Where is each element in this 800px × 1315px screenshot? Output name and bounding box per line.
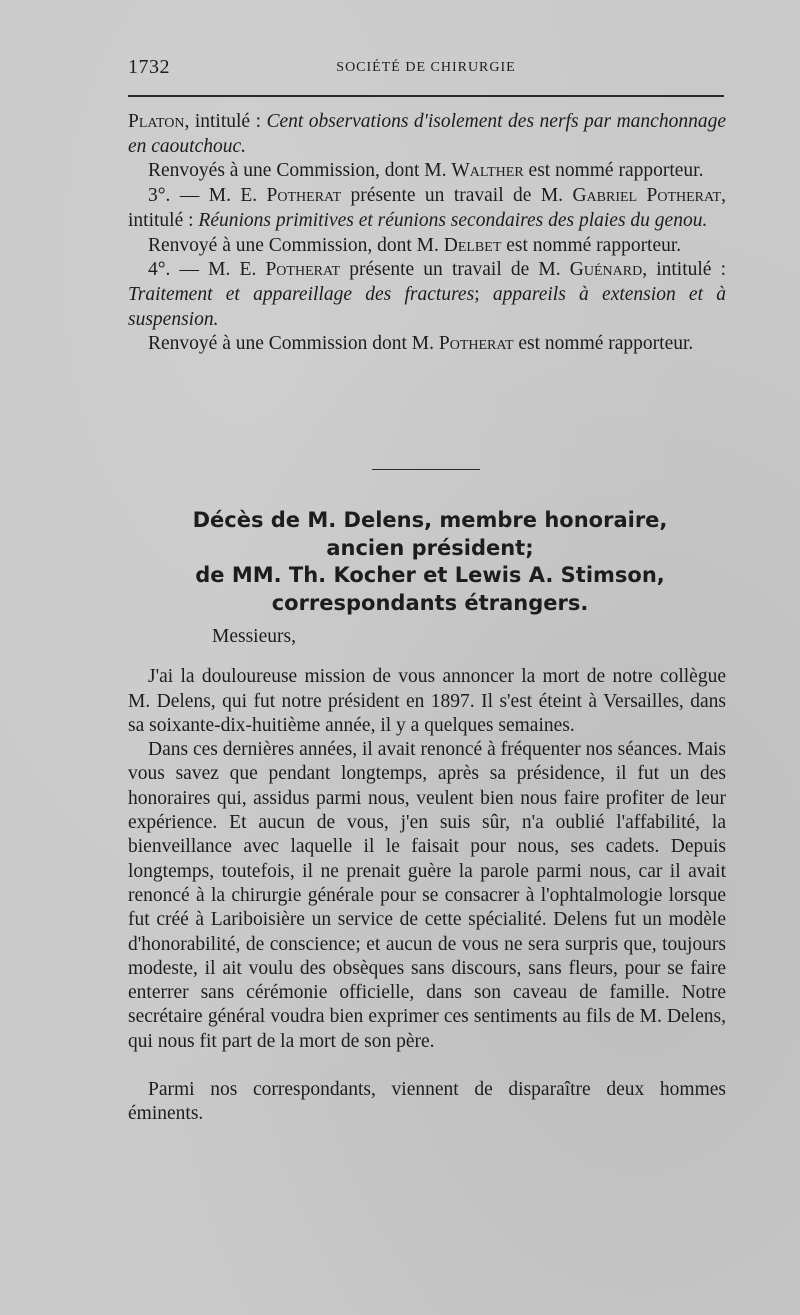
work-title: appareils à extension et à suspension. (128, 283, 727, 330)
item-number: 4°. — M. E. (148, 259, 266, 281)
section-divider (372, 469, 480, 470)
text-segment: Renvoyé à une Commission, dont M. (148, 234, 444, 256)
presenter-name: Potherat (266, 185, 342, 207)
text-segment: est nommé rapporteur. (523, 160, 704, 182)
text-segment: Renvoyés à une Commission, dont M. (148, 160, 452, 182)
item-3 (128, 184, 726, 233)
work-title: Traitement et appareillage des fractures (128, 283, 475, 305)
continued-item (128, 110, 726, 159)
paragraph: J'ai la douloureuse mission de vous annoncer la mort de notre collègue M. Delens, qui fut notre président en 1897. Il s'est éteint à Versailles, dans sa soixante-dix-huitième année, il y a quelques semaines. (128, 666, 726, 736)
presenter-name: Potherat (265, 259, 341, 281)
text-segment: , intitulé : (642, 259, 726, 281)
text-segment: ; (474, 283, 493, 305)
work-title: Cent observations d'isolement des nerfs par manchonnage en caoutchouc. (128, 111, 726, 157)
section-heading (120, 507, 740, 617)
text-segment: est nommé rapporteur. (501, 234, 682, 256)
page-number: 1732 (128, 56, 170, 78)
heading-line: correspondants étrangers. (271, 590, 589, 615)
text-segment: Renvoyé à une Commission dont M. (148, 333, 439, 355)
heading-line: Décès de M. Delens, membre honoraire, (192, 508, 668, 532)
text-segment: est nommé rapporteur. (513, 333, 694, 355)
text-segment: , intitulé : (184, 111, 267, 132)
running-head (128, 56, 724, 80)
running-title: SOCIÉTÉ DE CHIRURGIE (336, 60, 516, 75)
text-segment: , intitulé : (128, 185, 726, 231)
item-4 (128, 258, 726, 332)
header-rule (128, 95, 724, 97)
text-segment: présente un travail de M. (340, 259, 570, 281)
heading-line: ancien président; (326, 535, 534, 560)
proceedings-list (128, 110, 726, 357)
work-title: Réunions primitives et réunions secondaires des plaies du genou. (198, 209, 708, 231)
referral-line (128, 234, 726, 259)
author-name: Guénard (569, 259, 643, 281)
obituary-text (128, 625, 726, 1127)
paragraph: Dans ces dernières années, il avait renoncé à fréquenter nos séances. Mais vous savez que pendant longtemps, après sa présidence, il fut un des honoraires qui, assidus parmi nous, veulent bien nous faire profiter de leur expérience. Et aucun de vous, j'en suis sûr, n'a oublié l'affabilité, la bienveillance avec laquelle il le faisait pour nous, ses cadets. Depuis longtemps, toutefois, il ne prenait guère la parole parmi nous, car il avait renoncé à la chirurgie générale pour se consacrer à l'ophtalmologie lorsque fut créé à Lariboisière un service de cette spécialité. Delens fut un modèle d'honorabilité, de conscience; et aucun de vous ne sera surpris que, toujours modeste, il ait voulu des obsèques sans discours, sans fleurs, pour se faire enterrer sans cérémonie officielle, dans son caveau de famille. Notre secrétaire général voudra bien exprimer ces sentiments au fils de M. Delens, qui nous fit part de la mort de son père. (128, 739, 726, 1052)
item-number: 3°. — M. E. (148, 185, 267, 207)
author-name: Platon (128, 111, 185, 132)
referee-name: Delbet (443, 234, 502, 256)
author-name: Gabriel Potherat (572, 185, 722, 207)
referee-name: Walther (451, 160, 524, 182)
referee-name: Potherat (438, 333, 514, 355)
heading-line: de MM. Th. Kocher et Lewis A. Stimson, (195, 563, 665, 587)
text-segment: présente un travail de M. (341, 185, 573, 207)
referral-line (128, 332, 726, 357)
salutation: Messieurs, (212, 626, 296, 647)
referral-line (128, 159, 726, 184)
paragraph: Parmi nos correspondants, viennent de disparaître deux hommes éminents. (128, 1079, 726, 1125)
